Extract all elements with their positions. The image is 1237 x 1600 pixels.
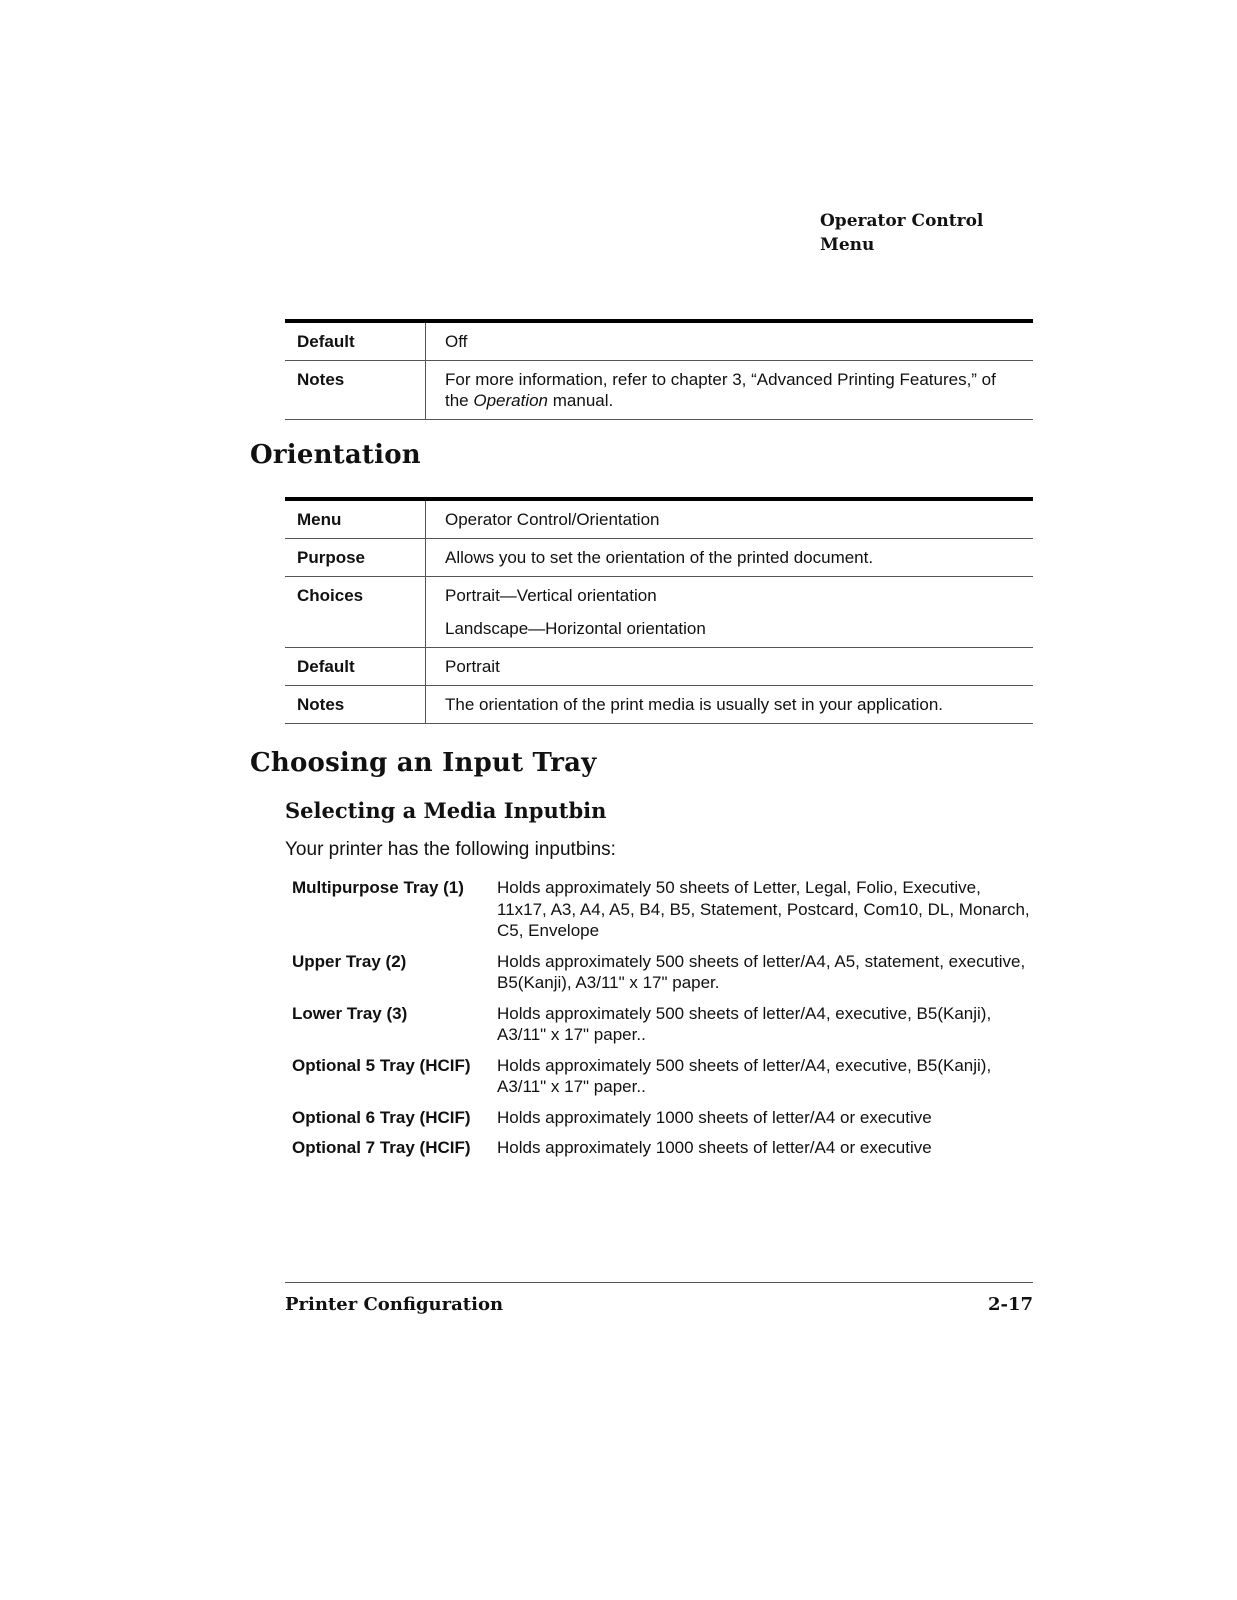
table-row-default	[285, 321, 1033, 361]
row-label: Notes	[285, 361, 426, 420]
notes-text-start: For more information, refer to chapter 3, “Advanced Printing Features,” of the	[445, 370, 996, 410]
table-row-notes	[285, 361, 1033, 420]
bin-name: Optional 6 Tray (HCIF)	[292, 1107, 471, 1127]
row-value: Operator Control/Orientation	[426, 499, 1034, 539]
continued-parameter-table	[285, 319, 1033, 420]
bin-name: Lower Tray (3)	[292, 1003, 408, 1023]
page-number: 2-17	[987, 1294, 1033, 1315]
orientation-heading: Orientation	[250, 440, 421, 470]
table-row-choices	[285, 577, 1033, 648]
bin-description: Holds approximately 50 sheets of Letter, Legal, Folio, Executive, 11x17, A3, A4, A5, B4, B5, Statement, Postcard, Com10, DL, Monarch, C5, Envelope	[497, 878, 1030, 940]
list-item	[292, 877, 1032, 942]
choice-landscape: Landscape—Horizontal orientation	[445, 619, 706, 638]
bin-description: Holds approximately 500 sheets of letter/A4, executive, B5(Kanji), A3/11" x 17" paper..	[497, 1003, 992, 1044]
input-tray-heading: Choosing an Input Tray	[250, 748, 597, 778]
list-item	[292, 1055, 1032, 1098]
row-label: Default	[285, 321, 426, 361]
table-row-purpose	[285, 539, 1033, 577]
row-label: Menu	[285, 499, 426, 539]
list-item	[292, 1107, 1032, 1129]
row-value: Allows you to set the orientation of the printed document.	[426, 539, 1034, 577]
table-row-menu	[285, 499, 1033, 539]
row-value: The orientation of the print media is usually set in your application.	[426, 686, 1034, 724]
bin-name: Upper Tray (2)	[292, 951, 407, 971]
manual-title: Operation	[473, 391, 549, 410]
row-value: Off	[426, 321, 1034, 361]
row-value	[426, 361, 1034, 420]
bin-name: Optional 7 Tray (HCIF)	[292, 1138, 471, 1157]
running-head-line1: Operator Control	[820, 211, 984, 231]
bin-description: Holds approximately 1000 sheets of letter/A4 or executive	[497, 1107, 932, 1127]
list-item	[292, 1137, 1032, 1159]
running-head-line2: Menu	[820, 235, 875, 255]
media-inputbin-subheading: Selecting a Media Inputbin	[285, 798, 607, 823]
row-label: Choices	[285, 577, 426, 648]
bin-name: Multipurpose Tray (1)	[292, 878, 464, 897]
orientation-table	[285, 497, 1033, 724]
row-value: Portrait	[426, 648, 1034, 686]
row-label: Default	[285, 648, 426, 686]
footer-section-title: Printer Configuration	[285, 1294, 504, 1315]
bin-description: Holds approximately 1000 sheets of letter/A4 or executive	[497, 1138, 932, 1157]
bin-name: Optional 5 Tray (HCIF)	[292, 1055, 471, 1075]
table-row-notes	[285, 686, 1033, 724]
inputbins-intro: Your printer has the following inputbins:	[285, 839, 616, 860]
row-value	[426, 577, 1034, 648]
bin-description: Holds approximately 500 sheets of letter/A4, A5, statement, executive, B5(Kanji), A3/11" x 17" paper.	[497, 951, 1026, 992]
list-item	[292, 951, 1032, 994]
table-row-default	[285, 648, 1033, 686]
row-label: Notes	[285, 686, 426, 724]
inputbin-list	[292, 877, 1032, 1168]
notes-text-end: manual.	[548, 391, 614, 410]
bin-description: Holds approximately 500 sheets of letter/A4, executive, B5(Kanji), A3/11" x 17" paper..	[497, 1055, 992, 1096]
footer-divider	[285, 1282, 1033, 1283]
list-item	[292, 1003, 1032, 1046]
choice-portrait: Portrait—Vertical orientation	[445, 586, 657, 605]
row-label: Purpose	[285, 539, 426, 577]
running-head	[820, 209, 1020, 257]
